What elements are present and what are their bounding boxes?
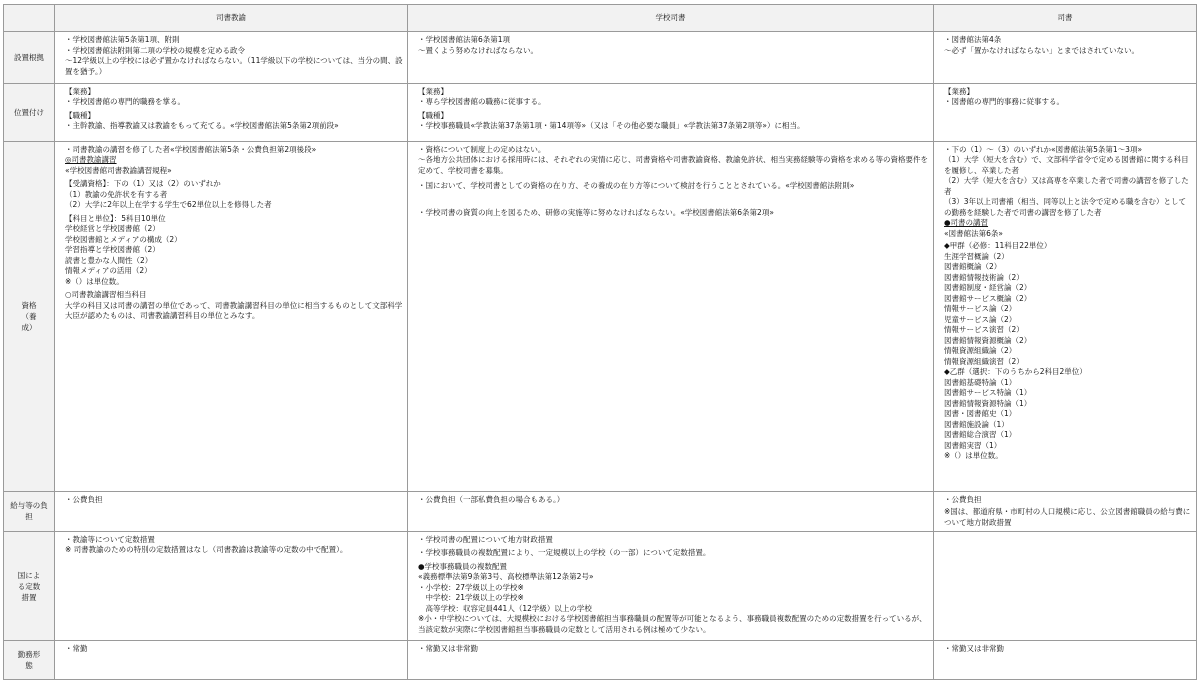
cell-line: 中学校：21学級以上の学校※ (418, 593, 524, 603)
cell-line: ・図書館法第4条 (944, 35, 1002, 44)
cell-line: 【職種】 (65, 110, 95, 120)
cell-line: ・学校図書館法第6条第1項 (418, 35, 511, 44)
cell-line: ※国は、都道府県・市町村の人口規模に応じ、公立図書館職員の給与費について地方財政措置 (944, 507, 1191, 527)
cell-line: 情報資源組織論（2） (944, 346, 1017, 356)
header-row (4, 5, 1197, 32)
cell-line: ・常勤 (65, 644, 88, 654)
cell-line: （3）3年以上司書補（相当、同等以上と法令で定める職を含む）としての勤務を経験した者で司書の講習を修了した者 (944, 197, 1187, 217)
row-basis (4, 32, 1197, 84)
cell-line: «学校図書館司書教諭講習規程» (65, 165, 172, 175)
row-work (4, 641, 1197, 680)
cell-line: 〜置くよう努めなければならない。 (418, 45, 538, 55)
cell-line: ・専ら学校図書館の職務に従事する。 (418, 97, 546, 107)
col-header-school-librarian: 学校司書 (408, 5, 934, 32)
cell-line: 図書館情報資源概論（2） (944, 335, 1032, 345)
cell-staffing-teacher (55, 531, 408, 641)
cell-line: 図書・図書館史（1） (944, 409, 1017, 419)
row-position (4, 83, 1197, 141)
cell-line: ・学校図書館の専門的職務を掌る。 (65, 97, 185, 107)
cell-line: 学校図書館とメディアの構成（2） (65, 234, 182, 244)
cell-line: ◆乙群（選択：下のうちから2科目2単位） (944, 367, 1087, 377)
section-heading: ◎司書教諭講習 (65, 155, 117, 165)
cell-line: ※小・中学校については、大規模校における学校図書館担当事務職員の配置等が可能となるよう、事務職員複数配置のための定数措置を行っているが、当該定数が実際に学校図書館担当事務職員の定数として活用される例は極めて少ない。 (418, 614, 927, 634)
row-label-work: 勤務形 態 (4, 641, 55, 680)
cell-pay-school (408, 491, 934, 531)
cell-line: «義務標準法第9条第3号、高校標準法第12条第2号» (418, 572, 594, 582)
cell-line: ・学校司書の配置について地方財政措置 (418, 534, 553, 544)
cell-line: （2）大学に2年以上在学する学生で62単位以上を修得した者 (65, 200, 272, 210)
cell-line: 情報メディアの活用（2） (65, 266, 152, 276)
row-label-basis: 設置根拠 (4, 32, 55, 84)
cell-line: «図書館法第6条» (944, 228, 1003, 238)
comparison-table (3, 4, 1197, 680)
cell-line: 図書館サービス概論（2） (944, 293, 1032, 303)
cell-line: 学習指導と学校図書館（2） (65, 245, 160, 255)
cell-line: ・学校図書館法附則第二項の学校の規模を定める政令 (65, 45, 245, 55)
cell-line: 図書館制度・経営論（2） (944, 283, 1032, 293)
cell-line: 図書館情報技術論（2） (944, 272, 1024, 282)
cell-basis-teacher (55, 32, 408, 84)
corner-cell (4, 5, 55, 32)
cell-position-school (408, 83, 934, 141)
cell-line: 読書と豊かな人間性（2） (65, 255, 153, 265)
cell-line: ・学校事務職員«学教法第37条第1項・第14項等»（又は「その他必要な職員」«学教法第37条第2項等»）に相当。 (418, 121, 805, 131)
cell-line: ・学校事務職員の複数配置により、一定規模以上の学校（の一部）について定数措置。 (418, 548, 711, 558)
cell-line: ・図書館の専門的事務に従事する。 (944, 97, 1064, 107)
row-label-staffing: 国によ る定数 措置 (4, 531, 55, 641)
cell-line: ・下の（1）〜（3）のいずれか«図書館法第5条第1〜3項» (944, 144, 1143, 154)
cell-line: 【受講資格】：下の（1）又は（2）のいずれか (65, 179, 221, 189)
cell-line: 図書館サービス特論（1） (944, 388, 1032, 398)
cell-pay-teacher (55, 491, 408, 531)
cell-line: 図書館情報資源特論（1） (944, 398, 1032, 408)
row-label-position: 位置付け (4, 83, 55, 141)
cell-pay-lib (934, 491, 1197, 531)
cell-line: 大学の科目又は司書の講習の単位であって、司書教諭講習科目の単位に相当するものとして文部科学大臣が認めたものは、司書教諭講習科目の単位とみなす。 (65, 300, 403, 321)
cell-work-lib (934, 641, 1197, 680)
cell-line: ・学校司書の資質の向上を図るため、研修の実施等に努めなければならない。«学校図書館法第6条第2項» (418, 207, 774, 217)
cell-work-school (408, 641, 934, 680)
cell-work-teacher (55, 641, 408, 680)
section-heading: ●学校事務職員の複数配置 (418, 561, 508, 571)
cell-line: 【業務】 (944, 86, 974, 96)
cell-line: （2）大学（短大を含む）又は高専を卒業した者で司書の講習を修了した者 (944, 176, 1189, 196)
cell-line: ・公費負担 (944, 494, 982, 504)
cell-line: ・国において、学校司書としての資格の在り方、その養成の在り方等について検討を行うこととされている。«学校図書館法附則» (418, 181, 855, 191)
cell-line: ・司書教諭の講習を修了した者«学校図書館法第5条・公費負担第2項後段» (65, 144, 317, 154)
cell-line: （1）教諭の免許状を有する者 (65, 189, 168, 199)
cell-line: 図書館実習（1） (944, 440, 1002, 450)
cell-line: ◆甲群（必修：11科目22単位） (944, 241, 1052, 251)
cell-line: 【業務】 (418, 86, 448, 96)
cell-line: ・公費負担 (65, 494, 103, 504)
cell-line: ・教諭等について定数措置 (65, 534, 155, 544)
row-qualification (4, 141, 1197, 491)
cell-position-lib (934, 83, 1197, 141)
cell-line: 情報サービス論（2） (944, 304, 1017, 314)
cell-line: ・小学校：27学級以上の学校※ (418, 582, 524, 592)
cell-qual-school (408, 141, 934, 491)
row-pay (4, 491, 1197, 531)
cell-line: 情報資源組織演習（2） (944, 356, 1024, 366)
cell-line: 高等学校：収容定員441人（12学級）以上の学校 (418, 603, 592, 613)
cell-line: ○司書教諭講習相当科目 (65, 290, 147, 300)
cell-line: 図書館基礎特論（1） (944, 377, 1017, 387)
cell-line: （1）大学（短大を含む）で、文部科学省令で定める図書館に関する科目を履修し、卒業した者 (944, 155, 1189, 175)
cell-line: 【科目と単位】：5科目10単位 (65, 213, 166, 223)
cell-line: ・学校図書館法第5条第1項、附則 (65, 35, 180, 44)
cell-line: 〜12学級以上の学校には必ず置かなければならない。（11学級以下の学校については、当分の間、設置を猶予。） (65, 56, 403, 76)
section-heading: ●司書の講習 (944, 218, 989, 228)
cell-line: 図書館施設論（1） (944, 419, 1009, 429)
cell-line: ※（）は単位数。 (944, 451, 1003, 461)
cell-line: 【業務】 (65, 86, 95, 96)
cell-line: ・資格について制度上の定めはない。 (418, 144, 546, 154)
col-header-librarian: 司書 (934, 5, 1197, 32)
cell-line: 児童サービス論（2） (944, 314, 1017, 324)
cell-staffing-school (408, 531, 934, 641)
cell-line: 学校経営と学校図書館（2） (65, 224, 160, 234)
cell-basis-lib (934, 32, 1197, 84)
col-header-teacher-librarian: 司書教諭 (55, 5, 408, 32)
cell-qual-teacher (55, 141, 408, 491)
cell-staffing-lib (934, 531, 1197, 641)
cell-line: ・常勤又は非常勤 (418, 644, 478, 654)
cell-line: 図書館概論（2） (944, 262, 1002, 272)
cell-line: ※（）は単位数。 (65, 276, 124, 286)
cell-line: 図書館総合演習（1） (944, 430, 1017, 440)
cell-position-teacher (55, 83, 408, 141)
row-label-qualification: 資格 （養 成） (4, 141, 55, 491)
cell-line: 情報サービス演習（2） (944, 325, 1024, 335)
cell-line: ・常勤又は非常勤 (944, 644, 1004, 654)
cell-line: 〜各地方公共団体における採用時には、それぞれの実情に応じ、司書資格や司書教諭資格、教諭免許状、相当実務経験等の資格を求める等の資格要件を定めて、学校司書を募集。 (418, 155, 928, 175)
row-label-pay: 給与等の負担 (4, 491, 55, 531)
row-staffing (4, 531, 1197, 641)
cell-line: 〜必ず「置かなければならない」とまではされていない。 (944, 45, 1139, 55)
cell-line: 【職種】 (418, 110, 448, 120)
cell-line: ・主幹教諭、指導教諭又は教諭をもって充てる。«学校図書館法第5条第2項前段» (65, 121, 339, 131)
cell-line: ・公費負担（一部私費負担の場合もある。） (418, 494, 565, 504)
cell-qual-lib (934, 141, 1197, 491)
cell-line: 生涯学習概論（2） (944, 251, 1009, 261)
cell-line: ※ 司書教諭のための特別の定数措置はなし（司書教諭は教諭等の定数の中で配置）。 (65, 545, 348, 555)
cell-basis-school (408, 32, 934, 84)
